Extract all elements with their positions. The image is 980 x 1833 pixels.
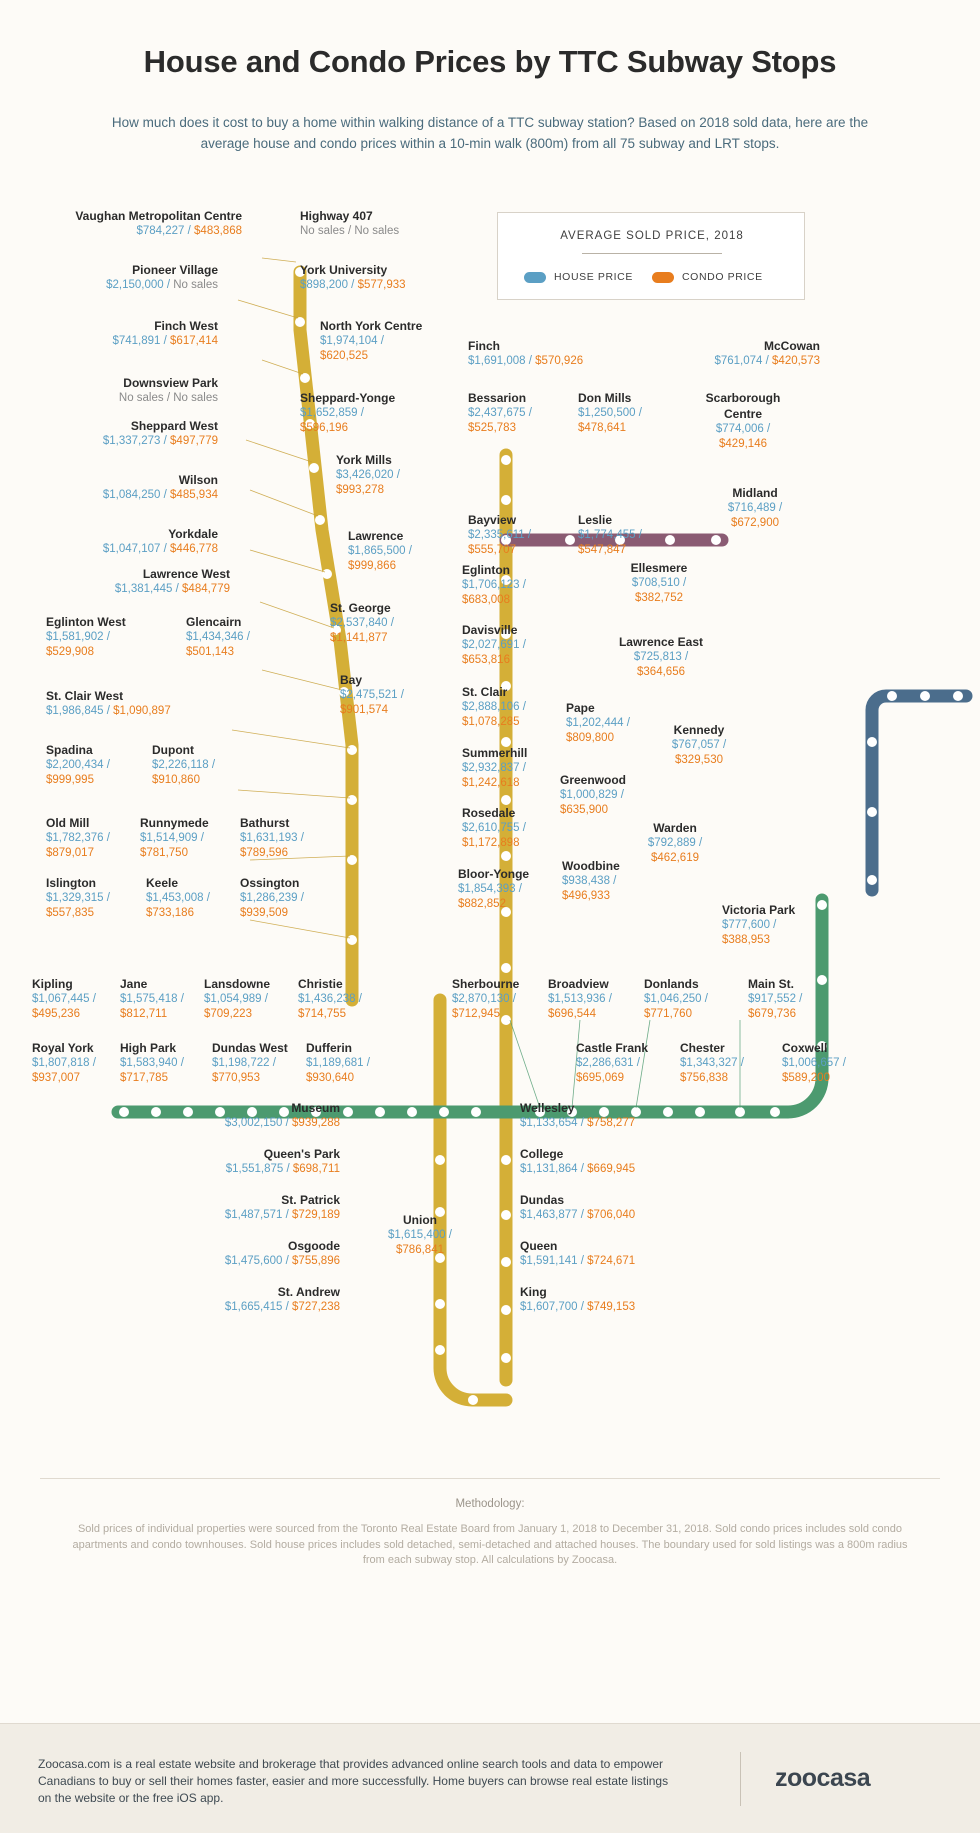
station-label-kennedy: Kennedy $767,057 / $329,530: [671, 723, 727, 766]
station-label-midland: Midland $716,489 / $672,900: [727, 486, 783, 529]
legend-condo-label: CONDO PRICE: [682, 271, 763, 283]
station-label-bay: Bay $2,475,521 / $901,574: [340, 673, 404, 716]
station-label-st-george: St. George $2,537,840 / $1,141,877: [330, 601, 394, 644]
station-label-york-mills: York Mills $3,426,020 / $993,278: [336, 453, 400, 496]
station-label-royal-york: Royal York $1,807,818 / $937,007: [32, 1041, 96, 1084]
station-label-wilson: Wilson $1,084,250 / $485,934: [102, 473, 218, 501]
station-label-bathurst: Bathurst $1,631,193 / $789,596: [240, 816, 304, 859]
station-label-dupont: Dupont $2,226,118 / $910,860: [152, 743, 216, 786]
station-label-lawrence: Lawrence $1,865,500 / $999,866: [348, 529, 412, 572]
station-label-summerhill: Summerhill $2,932,837 / $1,242,618: [462, 746, 528, 789]
station-label-wellesley: Wellesley $1,133,654 / $758,277: [520, 1101, 636, 1129]
zoocasa-logo: zoocasa: [775, 1764, 871, 1792]
station-label-glencairn: Glencairn $1,434,346 / $501,143: [186, 615, 250, 658]
station-label-sherbourne: Sherbourne $2,870,130 / $712,945: [452, 977, 520, 1020]
station-label-chester: Chester $1,343,327 / $756,838: [680, 1041, 744, 1084]
station-label-victoria-park: Victoria Park $777,600 / $388,953: [722, 903, 796, 946]
methodology-title: Methodology:: [455, 1498, 525, 1510]
station-label-donlands: Donlands $1,046,250 / $771,760: [644, 977, 708, 1020]
station-label-islington: Islington $1,329,315 / $557,835: [46, 876, 110, 919]
methodology-divider: [40, 1478, 940, 1479]
station-label-scarborough-centre: Scarborough Centre $774,006 / $429,146: [705, 391, 781, 450]
station-label-eglinton-west: Eglinton West $1,581,902 / $529,908: [46, 615, 126, 658]
station-label-lawrence-west: Lawrence West $1,381,445 / $484,779: [114, 567, 230, 595]
station-label-mccowan: McCowan $761,074 / $420,573: [714, 339, 820, 367]
footer: [0, 1723, 980, 1833]
station-label-leslie: Leslie $1,774,455 / $547,847: [578, 513, 642, 556]
station-label-sheppard-west: Sheppard West $1,337,273 / $497,779: [102, 419, 218, 447]
station-label-warden: Warden $792,889 / $462,619: [647, 821, 703, 864]
station-label-st-clair: St. Clair $2,888,106 / $1,078,285: [462, 685, 526, 728]
station-label-vaughan-metropolitan-centre: Vaughan Metropolitan Centre $784,227 / $483,868: [75, 209, 242, 237]
station-label-woodbine: Woodbine $938,438 / $496,933: [562, 859, 620, 902]
station-label-coxwell: Coxwell $1,006,657 / $589,200: [782, 1041, 846, 1084]
station-label-main-st: Main St. $917,552 / $679,736: [748, 977, 803, 1020]
legend-title: AVERAGE SOLD PRICE, 2018: [560, 230, 744, 242]
station-label-st-patrick: St. Patrick $1,487,571 / $729,189: [224, 1193, 340, 1221]
station-label-st-clair-west: St. Clair West $1,986,845 / $1,090,897: [46, 689, 171, 717]
station-label-spadina: Spadina $2,200,434 / $999,995: [46, 743, 110, 786]
footer-separator: [740, 1752, 741, 1806]
station-label-yorkdale: Yorkdale $1,047,107 / $446,778: [102, 527, 218, 555]
station-label-lawrence-east: Lawrence East $725,813 / $364,656: [618, 635, 704, 678]
station-label-union: Union $1,615,400 / $786,841: [388, 1213, 452, 1256]
station-label-keele: Keele $1,453,008 / $733,186: [146, 876, 210, 919]
station-label-jane: Jane $1,575,418 / $812,711: [120, 977, 184, 1020]
station-label-castle-frank: Castle Frank $2,286,631 / $695,069: [576, 1041, 649, 1084]
station-label-sheppard-yonge: Sheppard-Yonge $1,652,859 / $596,196: [300, 391, 396, 434]
station-label-bessarion: Bessarion $2,437,675 / $525,783: [468, 391, 532, 434]
station-label-ellesmere: Ellesmere $708,510 / $382,752: [630, 561, 688, 604]
station-label-don-mills: Don Mills $1,250,500 / $478,641: [578, 391, 642, 434]
station-label-finch-west: Finch West $741,891 / $617,414: [112, 319, 218, 347]
methodology-body: Sold prices of individual properties were sourced from the Toronto Real Estate Board from January 1, 2018 to December 31, 2018. Sold condo prices includes sold condo apartments and condo townhouses. Sold house prices includes sold detached, semi-detached and attached houses. The boundary used for sold listings was a 800m radius from each subway stop. All calculations by Zoocasa.: [72, 1523, 908, 1566]
station-label-kipling: Kipling $1,067,445 / $495,236: [32, 977, 96, 1020]
page-subtitle: How much does it cost to buy a home within walking distance of a TTC subway station? Based on 2018 sold data, here are the average house and condo prices within a 10-min walk (800m) from all 75 subway and LRT stops.: [111, 115, 869, 151]
station-label-museum: Museum $3,002,150 / $939,288: [224, 1101, 340, 1129]
station-label-osgoode: Osgoode $1,475,600 / $755,896: [224, 1239, 340, 1267]
station-label-runnymede: Runnymede $1,514,909 / $781,750: [140, 816, 209, 859]
station-label-college: College $1,131,864 / $669,945: [520, 1147, 636, 1175]
station-label-queen: Queen $1,591,141 / $724,671: [520, 1239, 636, 1267]
station-label-highway-407: Highway 407 No sales / No sales: [300, 209, 400, 237]
station-label-dundas: Dundas $1,463,877 / $706,040: [520, 1193, 636, 1221]
line-scarborough-rt: [872, 696, 966, 890]
station-label-st-andrew: St. Andrew $1,665,415 / $727,238: [224, 1285, 340, 1313]
station-label-finch: Finch $1,691,008 / $570,926: [468, 339, 584, 367]
station-label-pioneer-village: Pioneer Village $2,150,000 / No sales: [106, 263, 218, 291]
station-label-lansdowne: Lansdowne $1,054,989 / $709,223: [204, 977, 271, 1020]
station-label-dundas-west: Dundas West $1,198,722 / $770,953: [212, 1041, 288, 1084]
station-label-queens-park: Queen's Park $1,551,875 / $698,711: [225, 1147, 340, 1175]
station-label-dufferin: Dufferin $1,189,681 / $930,640: [306, 1041, 370, 1084]
station-label-eglinton: Eglinton $1,706,123 / $683,008: [462, 563, 526, 606]
footer-text: Zoocasa.com is a real estate website and brokerage that provides advanced online search tools and data to empower Canadians to buy or sell their homes faster, easier and more successfully. Home buyers can browse real estate listings on the website or the free iOS app.: [38, 1757, 669, 1805]
station-dots-rt: [867, 691, 963, 885]
legend-house-label: HOUSE PRICE: [554, 271, 633, 283]
station-label-broadview: Broadview $1,513,936 / $696,544: [548, 977, 612, 1020]
station-label-north-york-centre: North York Centre $1,974,104 / $620,525: [320, 319, 423, 362]
station-label-bloor-yonge: Bloor-Yonge $1,854,393 / $882,852: [458, 867, 530, 910]
page-title: House and Condo Prices by TTC Subway Stops: [143, 44, 837, 79]
station-label-davisville: Davisville $2,027,691 / $653,816: [462, 623, 526, 666]
station-label-bayview: Bayview $2,335,611 / $555,707: [468, 513, 532, 556]
station-label-king: King $1,607,700 / $749,153: [520, 1285, 636, 1313]
station-label-greenwood: Greenwood $1,000,829 / $635,900: [560, 773, 627, 816]
station-label-rosedale: Rosedale $2,610,755 / $1,172,898: [462, 806, 526, 849]
line-scarborough-rt-link: [822, 890, 872, 900]
station-label-old-mill: Old Mill $1,782,376 / $879,017: [46, 816, 110, 859]
station-label-pape: Pape $1,202,444 / $809,800: [566, 701, 630, 744]
station-label-downsview-park: Downsview Park No sales / No sales: [118, 376, 218, 404]
station-label-high-park: High Park $1,583,940 / $717,785: [120, 1041, 184, 1084]
station-label-ossington: Ossington $1,286,239 / $939,509: [240, 876, 304, 919]
station-label-york-university: York University $898,200 / $577,933: [300, 263, 406, 291]
station-label-christie: Christie $1,436,238 / $714,755: [298, 977, 362, 1020]
